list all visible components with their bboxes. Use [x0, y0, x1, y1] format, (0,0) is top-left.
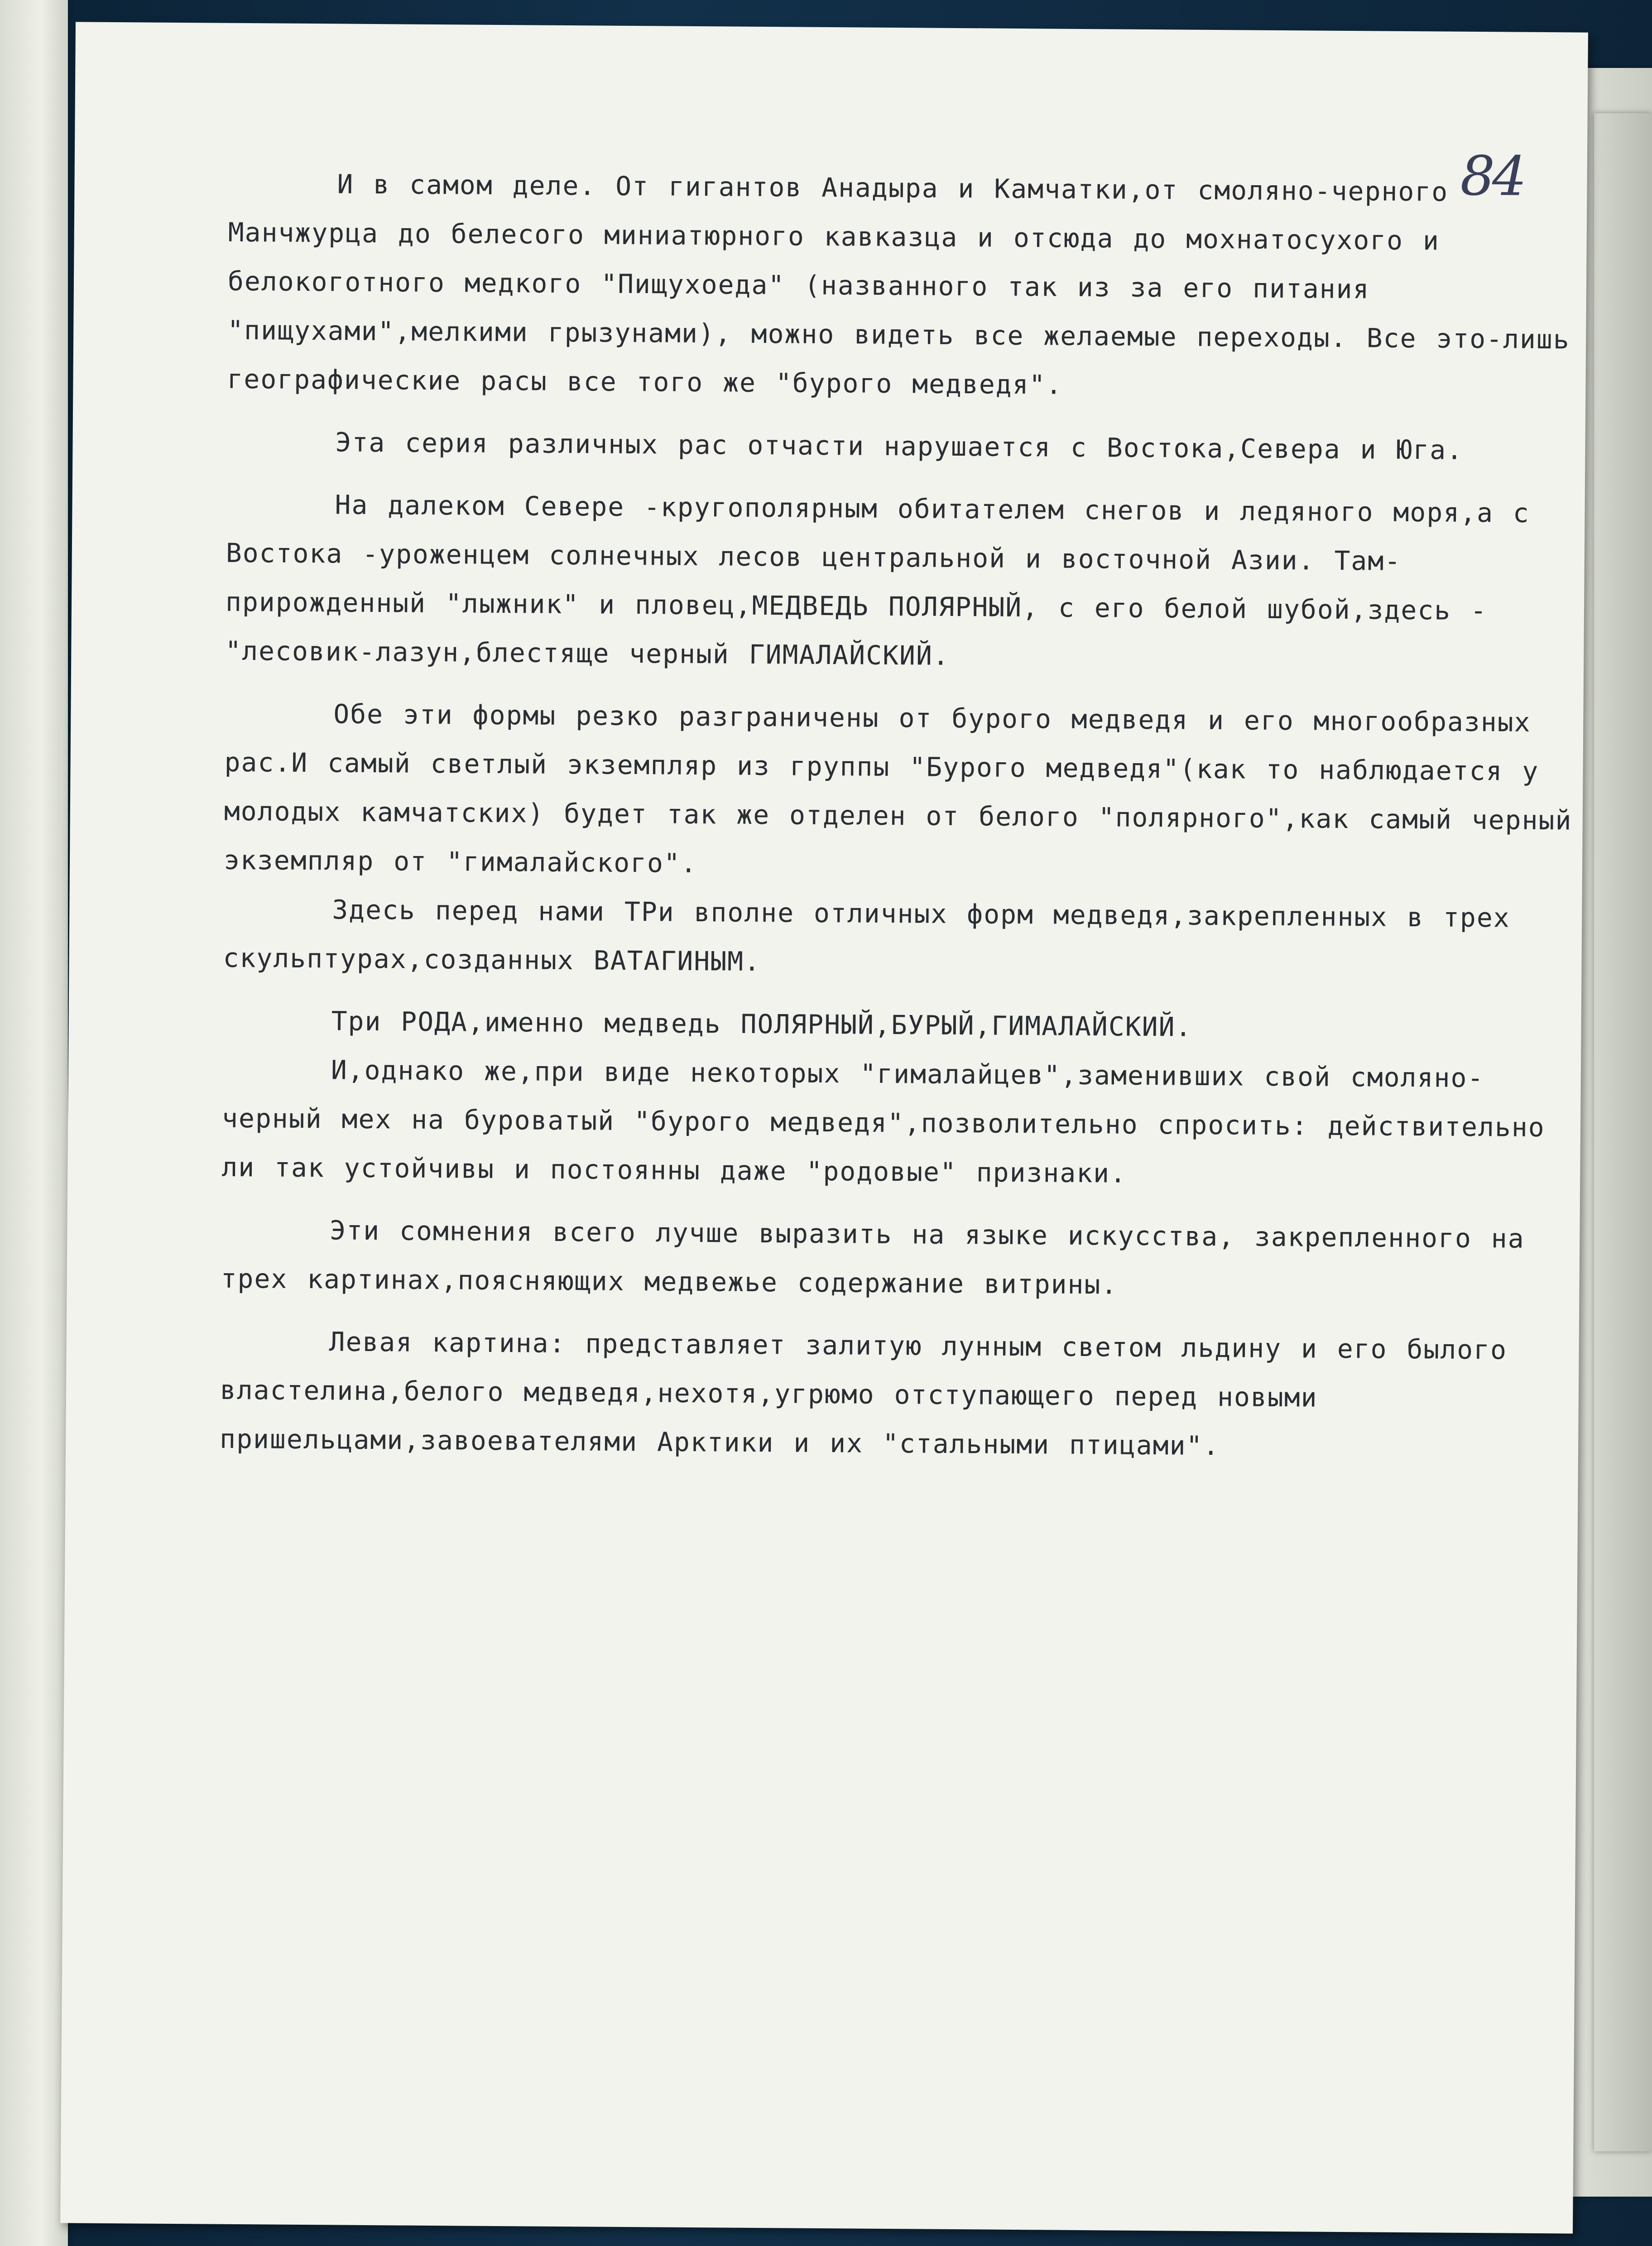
paragraph-6: Три РОДА,именно медведь ПОЛЯРНЫЙ,БУРЫЙ,ГИМАЛАЙСКИЙ. — [331, 1005, 1192, 1043]
paragraph-5: Здесь перед нами ТРи вполне отличных форм медведя,закрепленных в трех скульптурах,созданных ВАТАГИНЫМ. — [223, 894, 1510, 977]
paragraph-1: И в самом деле. От гигантов Анадыра и Камчатки,от смоляно-черного Манчжурца до белесого миниатюрного кавказца и отсюда до мохнатосухого и белокоготного медкого "Пищухоеда" (названного так из за его питания "пищухами",мелкими грызунами), можно видеть все желаемые переходы. Все это-лишь географические расы все того же "бурого медведя". — [227, 168, 1570, 400]
paragraph-8: Эти сомнения всего лучше выразить на языке искусства, закрепленного на трех картинах,поясняющих медвежье содержание витрины. — [221, 1215, 1525, 1300]
paragraph-9: Левая картина: представляет залитую лунным светом льдину и его былого властелина,белого медведя,нехотя,угрюмо отступающего перед новыми пришельцами,завоевателями Арктики и их "стальными птицами". — [219, 1326, 1508, 1462]
paragraph-2: Эта серия различных рас отчасти нарушается с Востока,Севера и Юга. — [335, 427, 1464, 466]
underlying-page-left-edge — [0, 0, 68, 2246]
underlying-page-right-edge-2 — [1594, 113, 1652, 2151]
typewritten-page — [60, 22, 1588, 2233]
page-body — [220, 159, 1578, 1473]
paragraph-4: Обе эти формы резко разграничены от бурого медведя и его многообразных рас.И самый светлый экземпляр из группы "Бурого медведя"(как то наблюдается у молодых камчатских) будет так же отделен от белого "полярного",как самый черный экземпляр от "гималайского". — [223, 698, 1572, 879]
page-number: 84 — [1460, 144, 1524, 208]
paragraph-3: На далеком Севере -кругополярным обитателем снегов и ледяного моря,а с Востока -уроженцем солнечных лесов центральной и восточной Азии. Там- прирожденный "лыжник" и пловец,МЕДВЕДЬ ПОЛЯРНЫЙ, с его белой шубой,здесь -"лесовик-лазун,блестяще черный ГИМАЛАЙСКИЙ. — [225, 489, 1530, 671]
paragraph-7: И,однако же,при виде некоторых "гималайцев",заменивших свой смоляно-черный мех на буроватый "бурого медведя",позволительно спросить: действительно ли так устойчивы и постоянны даже "родовые" признаки. — [221, 1054, 1545, 1189]
